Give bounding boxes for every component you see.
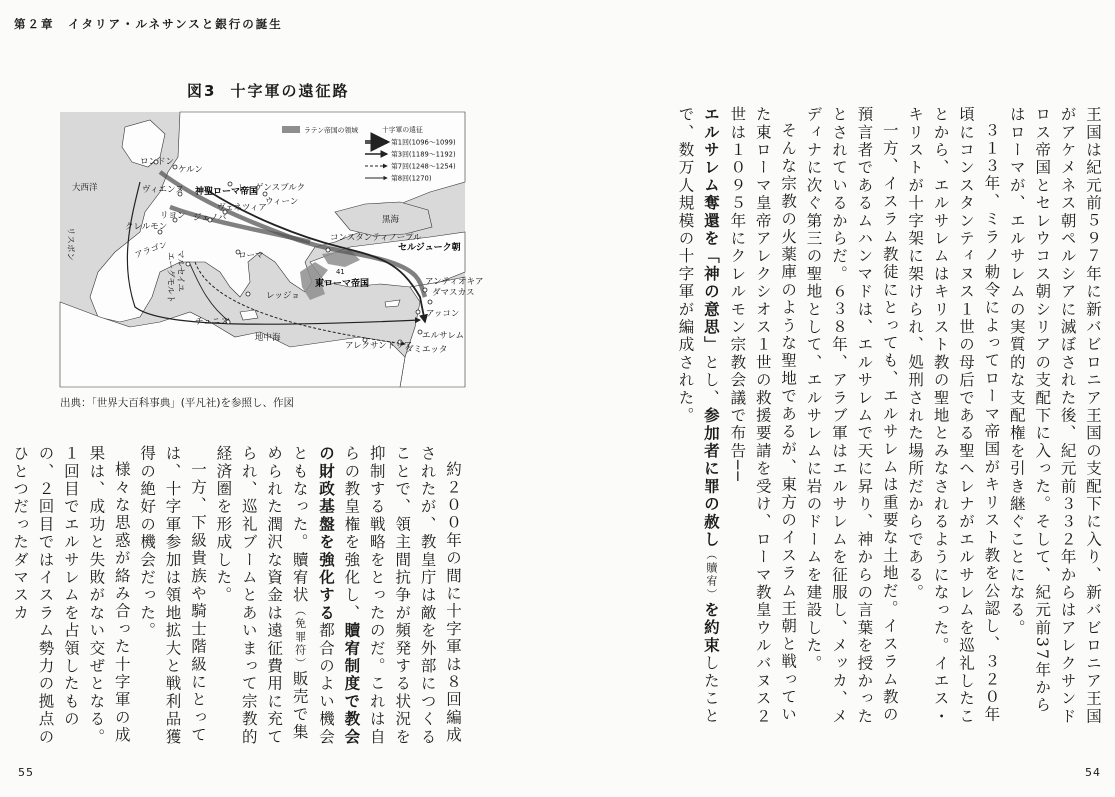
label-alexandria: アレクサンドリア (345, 341, 413, 351)
label-hre: 神聖ローマ帝国 (195, 187, 259, 197)
label-venice: ヴェネツィア (217, 203, 267, 213)
label-damascus: ダマスカス (432, 288, 475, 298)
left-p1-bold: 贖宥制度で教会の財政基盤を強化する (316, 445, 361, 746)
legend-crusade3: 第3回(1189〜1192) (391, 150, 456, 159)
sicily (240, 310, 258, 320)
right-paragraph-2: ３１３年、ミラノ勅令によってローマ帝国がキリスト教を公認し、３２０年頃にコンスタンティヌス１世の母后である聖ヘレナがエルサレムを巡礼したことから、エルサレムはキリスト教の聖地とみなされるようになった。イエス・キリストが十字架に架けられ、処刑された場所だからである。 (906, 106, 1001, 726)
right-p4-note: （贖宥） (704, 548, 718, 602)
left-page-body (7, 445, 465, 755)
label-byzantine: 東ローマ帝国 (315, 279, 370, 289)
right-p4-bold1: エルサレム奪還を「神の意思」 (701, 106, 720, 354)
label-vienne: ヴィエンヌ (142, 185, 184, 195)
label-lyon: リヨン (160, 211, 186, 221)
label-rome: ローマ (238, 251, 264, 261)
label-aigues: エーグモルト (165, 252, 175, 304)
label-damietta: ダミエッタ (405, 345, 448, 355)
right-paragraph-3: 一方、イスラム教徒にとっても、エルサレムは重要な土地だ。イスラム教の預言者であるムハンマドは、エルサレムで天に昇り、神からの言葉を授かったとされているからだ。６３８年、アラブ軍はエルサレムを征服し、メッカ、メディナに次ぐ第三の聖地として、エルサレムに岩のドームを建設した。 (804, 106, 899, 726)
label-clermont: クレルモン (125, 222, 168, 232)
label-black-sea: 黒海 (382, 215, 400, 225)
page-number-left: 55 (18, 766, 34, 779)
right-page-body (672, 106, 1105, 726)
legend-latin-label: ラテン帝国の領域 (304, 126, 359, 135)
right-p4-bold2: 参加者に罪の赦し (701, 406, 720, 549)
figure-title (187, 80, 349, 101)
running-head: 第２章 イタリア・ルネサンスと銀行の誕生 (14, 17, 283, 31)
figure-number: 図3 (187, 82, 217, 100)
right-p4-a: そんな宗教の火薬庫のような聖地であるが、東方のイスラム王朝と戦っていた東ローマ皇帝アレクシオス１世の救援要請を受け、ローマ教皇ウルバヌス２世は１０９５年にクレルモン宗教会議で布告── (728, 106, 798, 726)
label-cologne: ケルン (178, 165, 203, 175)
label-vienna: ウィーン (265, 197, 299, 207)
label-acre: アッコン (426, 309, 460, 319)
left-paragraph-3: 様々な思惑が絡み合った十字軍の成果は、成功と失敗がない交ぜとなる。１回目でエルサレムを占領したものの、２回目ではイスラム勢力の拠点のひとつだったダマスカ (11, 445, 131, 746)
label-genoa: ジェノバ (193, 213, 227, 223)
label-tunis: チュニス (195, 317, 229, 327)
right-paragraph-4 (672, 106, 800, 726)
label-jerusalem: エルサレム (422, 331, 464, 341)
label-41: 41 (336, 268, 345, 276)
figure-caption: 出典：「世界大百科事典」(平凡社)を参照し、作図 (60, 397, 294, 409)
legend-crusade1: 第1回(1096〜1099) (391, 138, 456, 147)
label-london: ロンドン (140, 157, 175, 167)
right-p4-end: したことで、数万人規模の十字軍が編成された。 (676, 106, 720, 726)
left-paragraph-1 (210, 445, 465, 755)
label-regensburg: レーゲンスブルク (238, 183, 306, 193)
right-p4-c: とし、 (701, 353, 720, 407)
legend-latin-swatch (282, 126, 300, 133)
legend-crusade7: 第7回(1248〜1254) (391, 162, 456, 171)
label-seljuk: セルジューク朝 (398, 243, 461, 253)
legend-crusade8: 第8回(1270) (391, 174, 432, 183)
right-p4-bold3: を約束 (701, 601, 720, 655)
label-mediterranean: 地中海 (255, 333, 281, 343)
label-atlantic: 大西洋 (72, 183, 98, 193)
page-number-right: 54 (1085, 766, 1101, 779)
label-antioch: アンティオキア (425, 277, 484, 287)
left-p1-text: 約２００年の間に十字軍は８回編成されたが、教皇庁は敵を外部につくることで、領主間抗争が頻発する状況を抑制する戦略をとったのだ。これは自らの教皇権を強化し、 (342, 445, 462, 746)
right-paragraph-1: 王国は紀元前５９７年に新バビロニア王国の支配下に入り、新バビロニア王国がアケメネス朝ペルシアに滅ぼされた後、紀元前３３２年からはアレクサンドロス帝国とセレウコス朝シリアの支配下に入った。そして、紀元前37年からはローマが、エルサレムの実質的な支配権を引き継ぐことになる。 (1007, 106, 1102, 726)
label-lisbon: リスボン (65, 227, 75, 261)
left-p1-end: 販売で集められた潤沢な資金は遠征費用に充てられ、巡礼ブームとあいまって宗教的経済圏を形成した。 (214, 445, 309, 746)
legend-routes-title: 十字軍の遠征 (382, 126, 423, 134)
left-paragraph-2: 一方、下級貴族や騎士階級にとっては、十字軍参加は領地拡大と戦利品獲得の絶好の機会だった。 (138, 445, 207, 746)
figure-title-text: 十字軍の遠征路 (230, 82, 350, 100)
label-marseille: マルセイユ (175, 250, 185, 292)
label-reggio: レッジョ (266, 291, 300, 301)
left-p1-after: 都合のよい機会ともなった。贖宥状 (290, 445, 335, 746)
left-p1-note: （免罪符） (293, 604, 307, 671)
label-constantinople: コンスタンティノープル (330, 233, 422, 243)
crusades-map (60, 112, 484, 387)
label-aragon: アラゴン (133, 239, 169, 261)
